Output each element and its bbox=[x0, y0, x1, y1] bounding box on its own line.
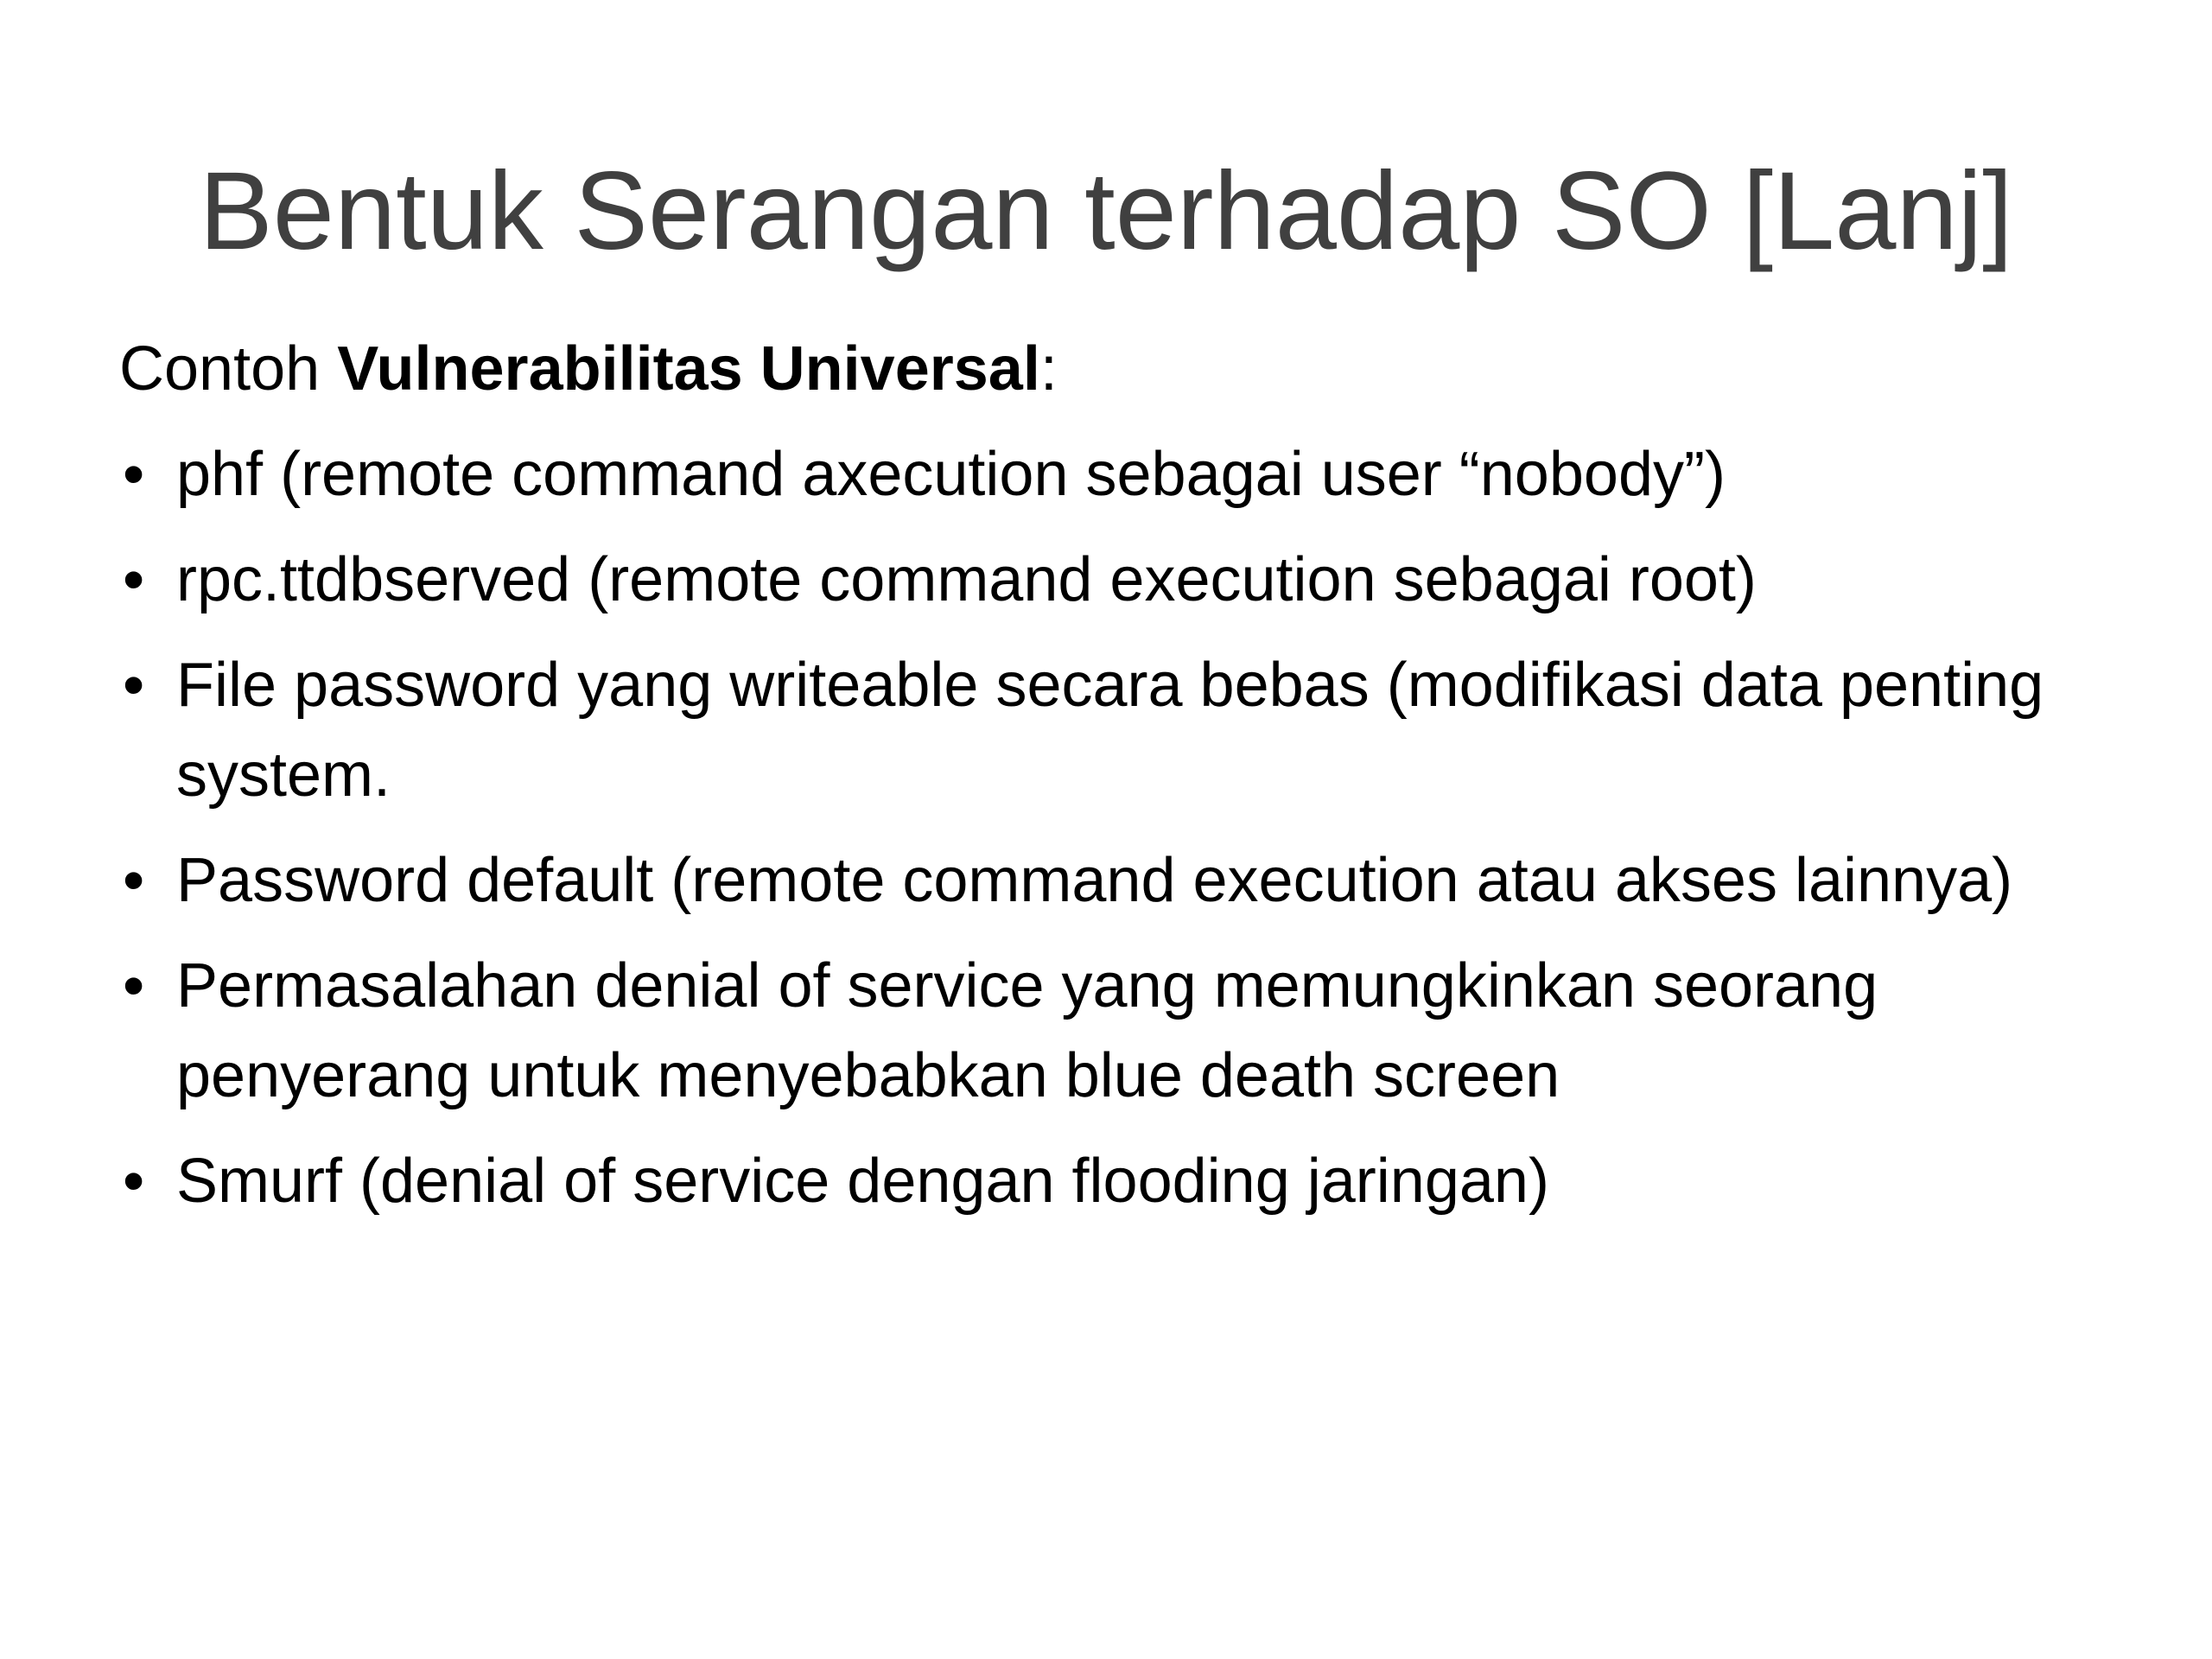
bullet-item-smurf bbox=[119, 1136, 2072, 1226]
bullet-dot-icon: • bbox=[123, 1147, 145, 1216]
bullet-item-file-password bbox=[119, 640, 2072, 820]
bullet-text: File password yang writeable secara bebas (modifikasi data penting system. bbox=[176, 651, 2044, 810]
bullet-text: Permasalahan denial of service yang memungkinkan seorang penyerang untuk menyebabkan blue death screen bbox=[176, 951, 1878, 1110]
bullet-text: Smurf (denial of service dengan flooding jaringan) bbox=[176, 1147, 1549, 1216]
intro-suffix: : bbox=[1039, 334, 1058, 404]
intro-prefix: Contoh bbox=[119, 334, 338, 404]
bullet-dot-icon: • bbox=[123, 651, 145, 720]
bullet-item-phf bbox=[119, 429, 2072, 519]
bullet-text: phf (remote command axecution sebagai user “nobody”) bbox=[176, 440, 1726, 509]
bullet-item-password-default bbox=[119, 836, 2072, 925]
slide-title: Bentuk Serangan terhadap SO [Lanj] bbox=[199, 149, 2013, 273]
bullet-dot-icon: • bbox=[123, 545, 145, 614]
slide-body bbox=[119, 324, 2072, 1242]
bullet-item-rpc bbox=[119, 535, 2072, 625]
bullet-dot-icon: • bbox=[123, 951, 145, 1020]
intro-line bbox=[119, 324, 2072, 414]
bullet-text: Password default (remote command execution atau akses lainnya) bbox=[176, 846, 2013, 915]
bullet-dot-icon: • bbox=[123, 440, 145, 509]
intro-bold-term: Vulnerabilitas Universal bbox=[337, 334, 1040, 404]
bullet-dot-icon: • bbox=[123, 846, 145, 915]
bullet-item-denial-of-service bbox=[119, 941, 2072, 1121]
bullet-list bbox=[119, 429, 2072, 1226]
bullet-text: rpc.ttdbserved (remote command execution sebagai root) bbox=[176, 545, 1757, 614]
